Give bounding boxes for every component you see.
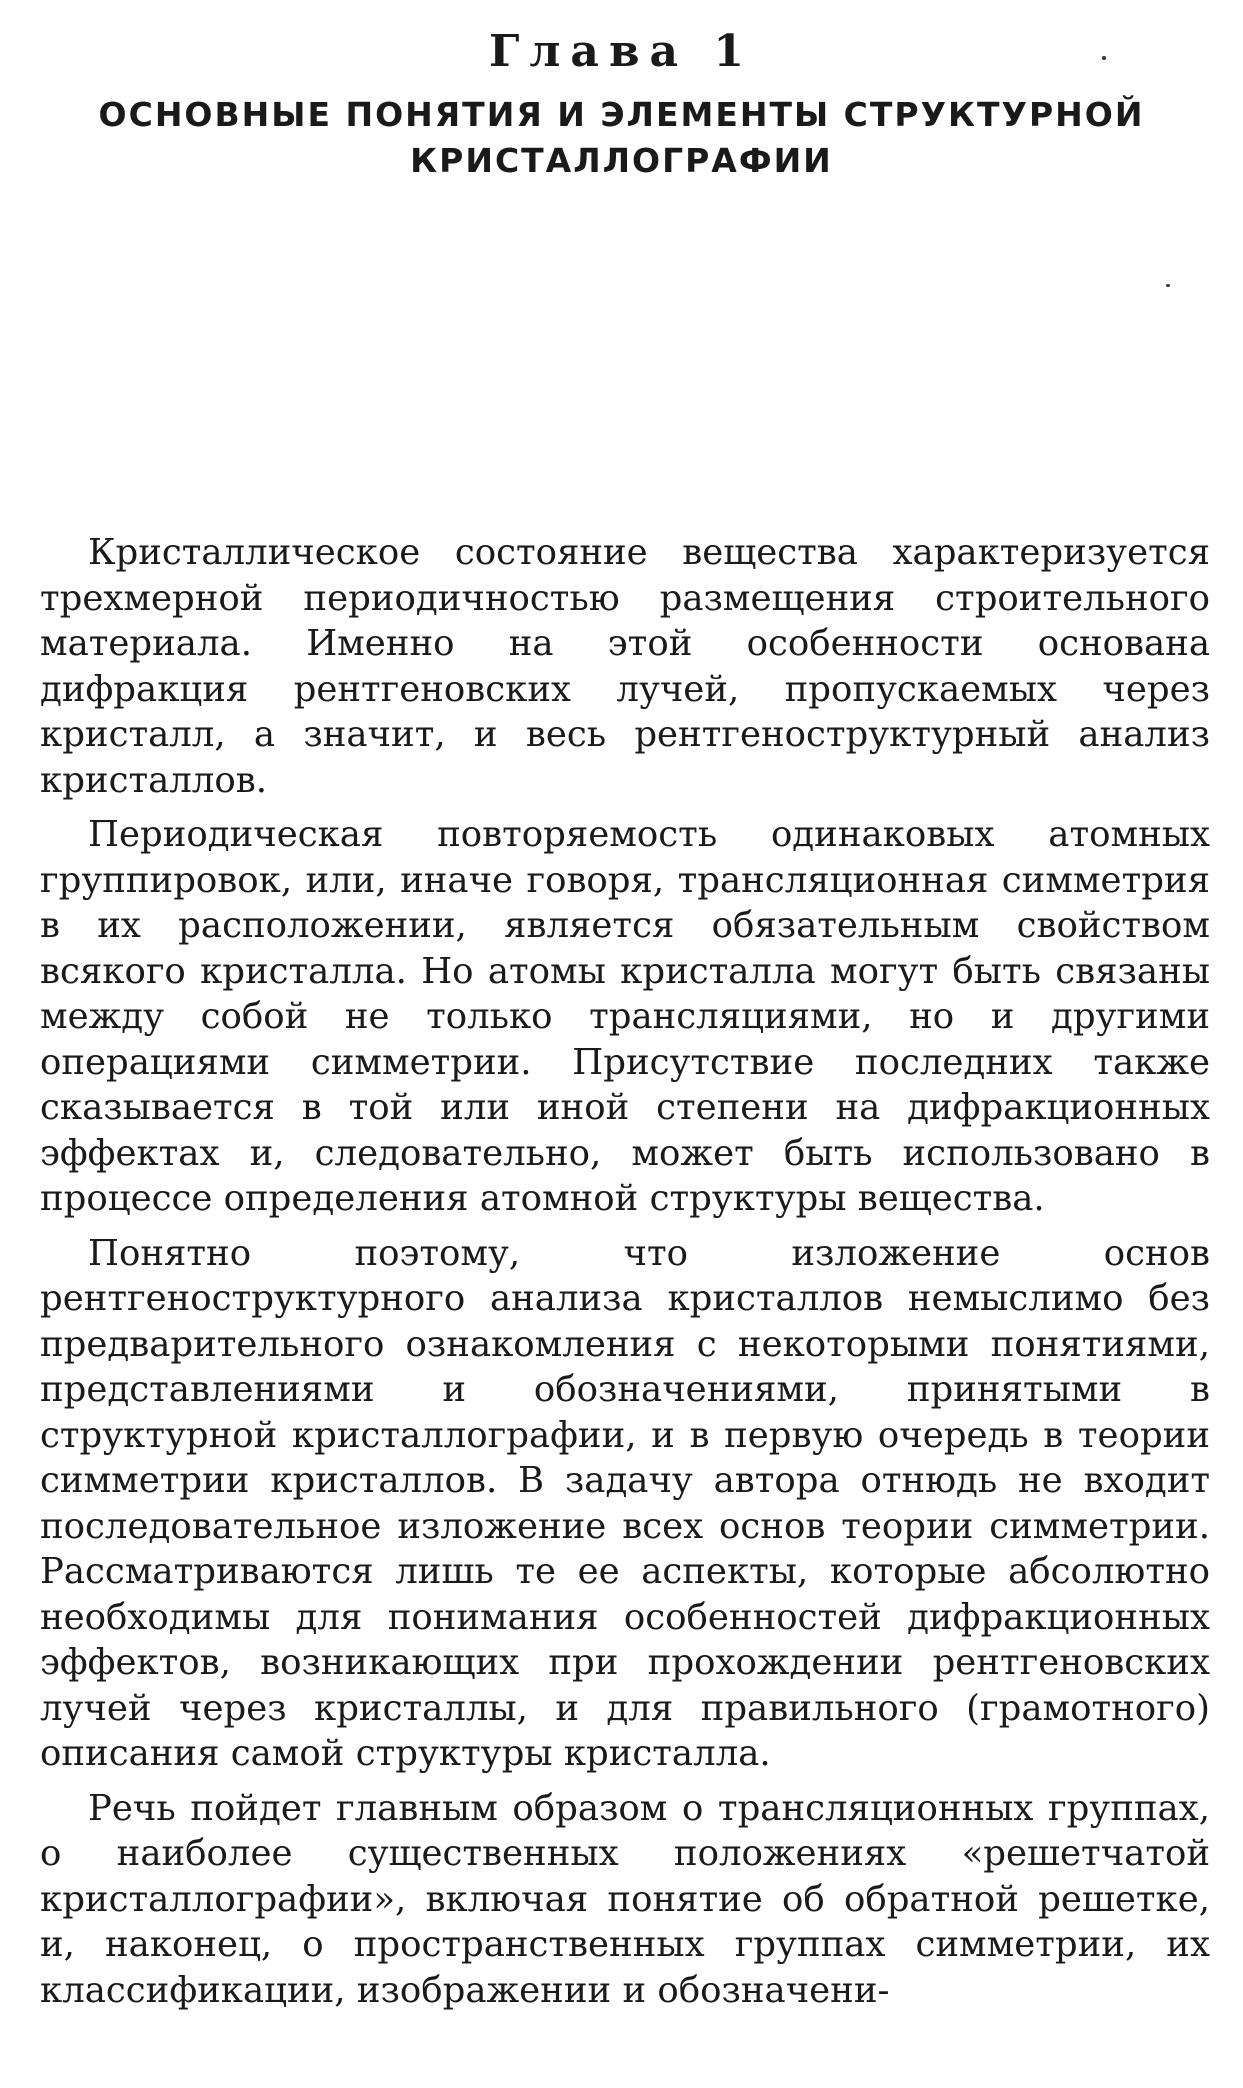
chapter-label: Глава 1 <box>489 26 754 77</box>
paragraph: Кристаллическое состояние вещества характеризуется трехмерной периодичностью размещения строительного материала. Именно на этой особенности основана дифракция рентгеновских лучей, пропускаемых через кристалл, а значит, и весь рентгеноструктурный анализ кристаллов. <box>40 532 1210 801</box>
paragraph: Речь пойдет главным образом о трансляционных группах, о наиболее существенных положениях «решетчатой кристаллографии», включая понятие об обратной решетке, и, наконец, о пространственных группах симметрии, их классификации, изображении и обозначени- <box>40 1787 1210 2011</box>
scan-speck-mark <box>1102 56 1106 60</box>
scan-speck-mark <box>1166 284 1170 287</box>
chapter-body <box>40 530 1210 2022</box>
chapter-title: ОСНОВНЫЕ ПОНЯТИЯ И ЭЛЕМЕНТЫ СТРУКТУРНОЙ КРИСТАЛЛОГРАФИИ <box>98 95 1145 180</box>
paragraph: Понятно поэтому, что изложение основ рентгеноструктурного анализа кристаллов немыслимо без предварительного ознакомления с некоторыми понятиями, представлениями и обозначениями, принятыми в структурной кристаллографии, и в первую очередь в теории симметрии кристаллов. В задачу автора отнюдь не входит последовательное изложение всех основ теории симметрии. Рассматриваются лишь те ее аспекты, которые абсолютно необходимы для понимания особенностей дифракционных эффектов, возникающих при прохождении рентгеновских лучей через кристаллы, и для правильного (грамотного) описания самой структуры кристалла. <box>40 1232 1210 1774</box>
paragraph: Периодическая повторяемость одинаковых атомных группировок, или, иначе говоря, трансляционная симметрия в их расположении, является обязательным свойством всякого кристалла. Но атомы кристалла могут быть связаны между собой не только трансляциями, но и другими операциями симметрии. Присутствие последних также сказывается в той или иной степени на дифракционных эффектах и, следовательно, может быть использовано в процессе определения атомной структуры вещества. <box>40 814 1210 1219</box>
